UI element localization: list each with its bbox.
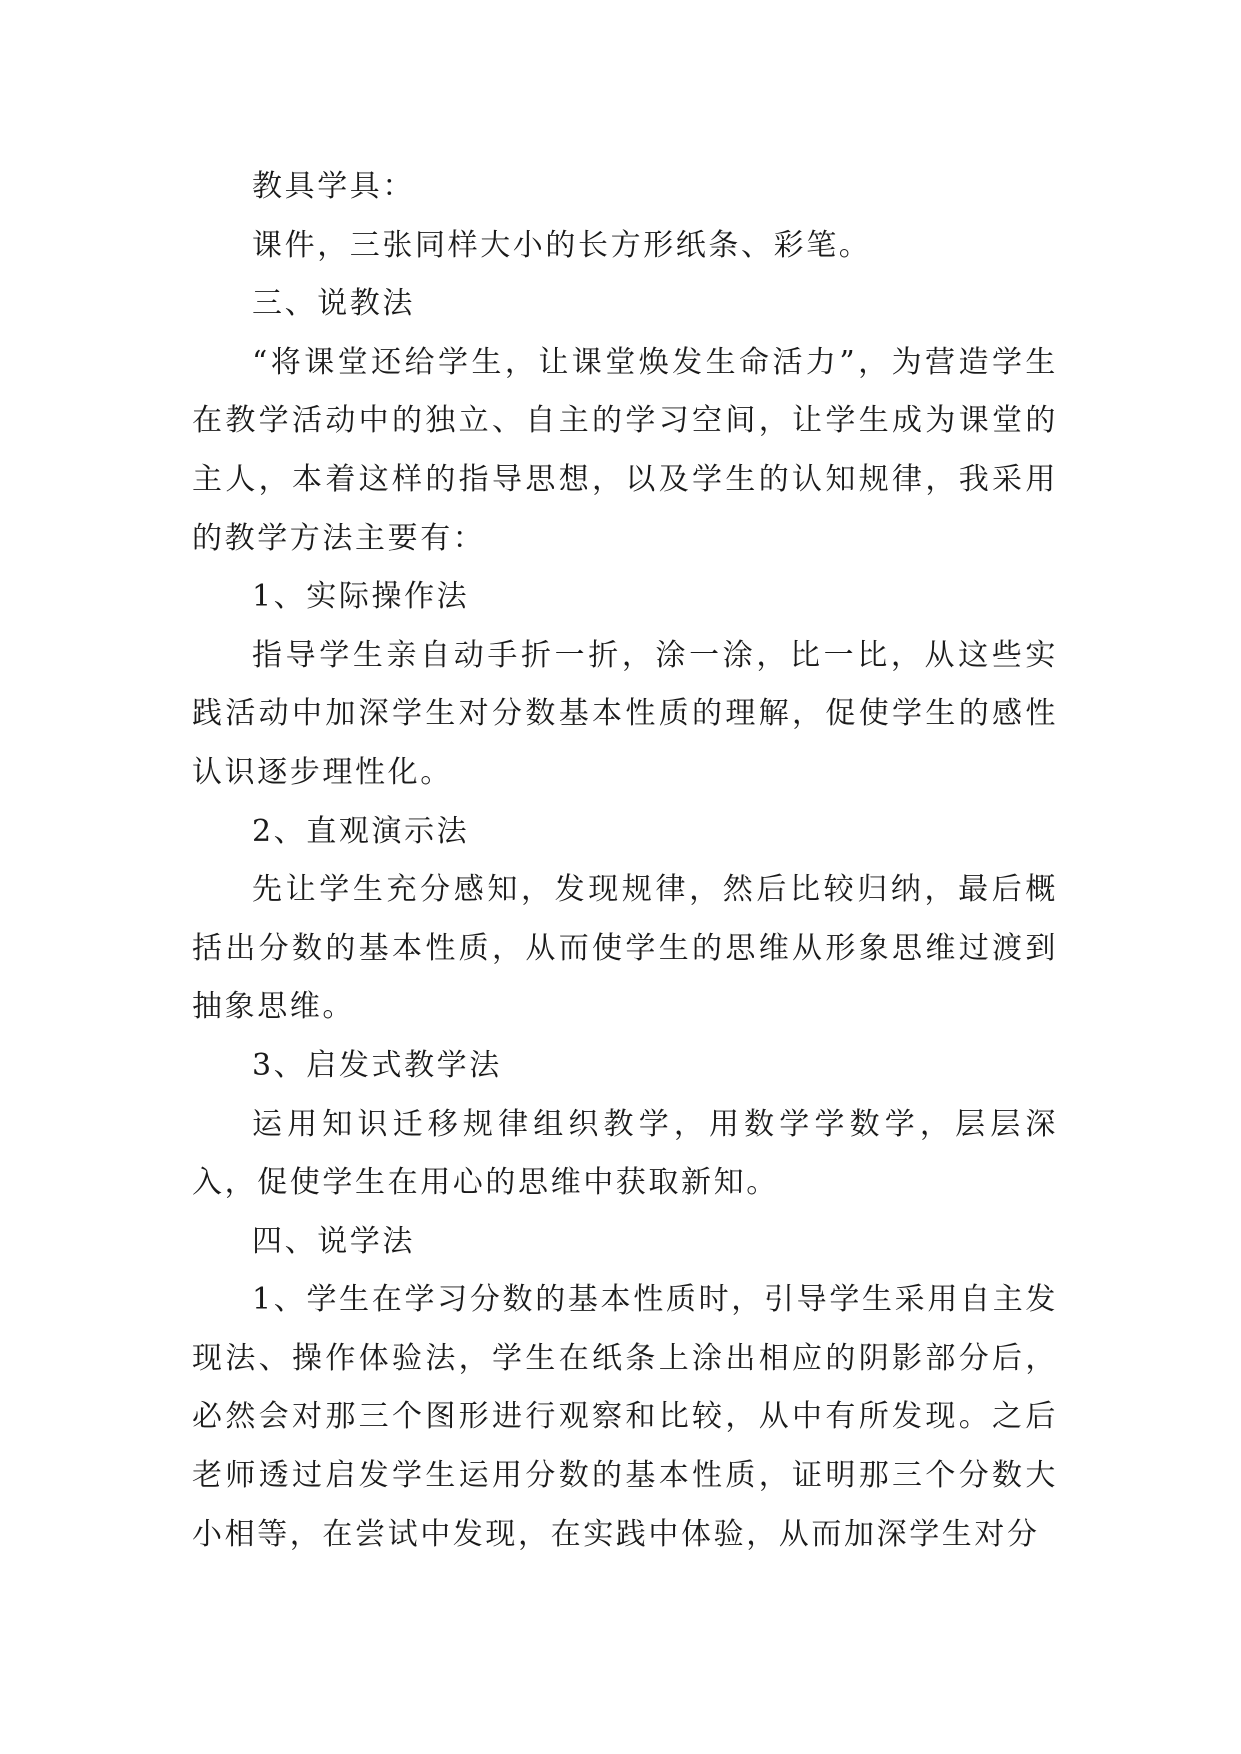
paragraph-heuristic-method: 运用知识迁移规律组织教学，用数学学数学，层层深入，促使学生在用心的思维中获取新知。 — [192, 1106, 1058, 1201]
paragraph-hands-on-method: 指导学生亲自动手折一折，涂一涂，比一比，从这些实践活动中加深学生对分数基本性质的理解，促使学生的感性认识逐步理性化。 — [192, 637, 1058, 790]
subheading-demonstration-method: 2、直观演示法 — [252, 813, 470, 849]
paragraph-teaching-aids: 课件，三张同样大小的长方形纸条、彩笔。 — [252, 227, 872, 263]
paragraph-methods-intro: “将课堂还给学生，让课堂焕发生命活力”，为营造学生在教学活动中的独立、自主的学习空间，让学生成为课堂的主人，本着这样的指导思想，以及学生的认知规律，我采用的教学方法主要有： — [192, 344, 1058, 556]
document-body — [192, 158, 1058, 1564]
subheading-heuristic-method: 3、启发式教学法 — [252, 1047, 502, 1083]
section-heading-learning-methods: 四、说学法 — [252, 1223, 415, 1259]
section-heading-teaching-methods: 三、说教法 — [252, 286, 415, 322]
paragraph-demonstration-method: 先让学生充分感知，发现规律，然后比较归纳，最后概括出分数的基本性质，从而使学生的思维从形象思维过渡到抽象思维。 — [192, 872, 1058, 1025]
subheading-hands-on-method: 1、实际操作法 — [252, 579, 470, 615]
paragraph-learning-methods: 1、学生在学习分数的基本性质时，引导学生采用自主发现法、操作体验法，学生在纸条上涂出相应的阴影部分后，必然会对那三个图形进行观察和比较，从中有所发现。之后老师透过启发学生运用分数的基本性质，证明那三个分数大小相等，在尝试中发现，在实践中体验，从而加深学生对分 — [192, 1282, 1058, 1552]
paragraph-teaching-aids-heading: 教具学具： — [252, 169, 415, 204]
